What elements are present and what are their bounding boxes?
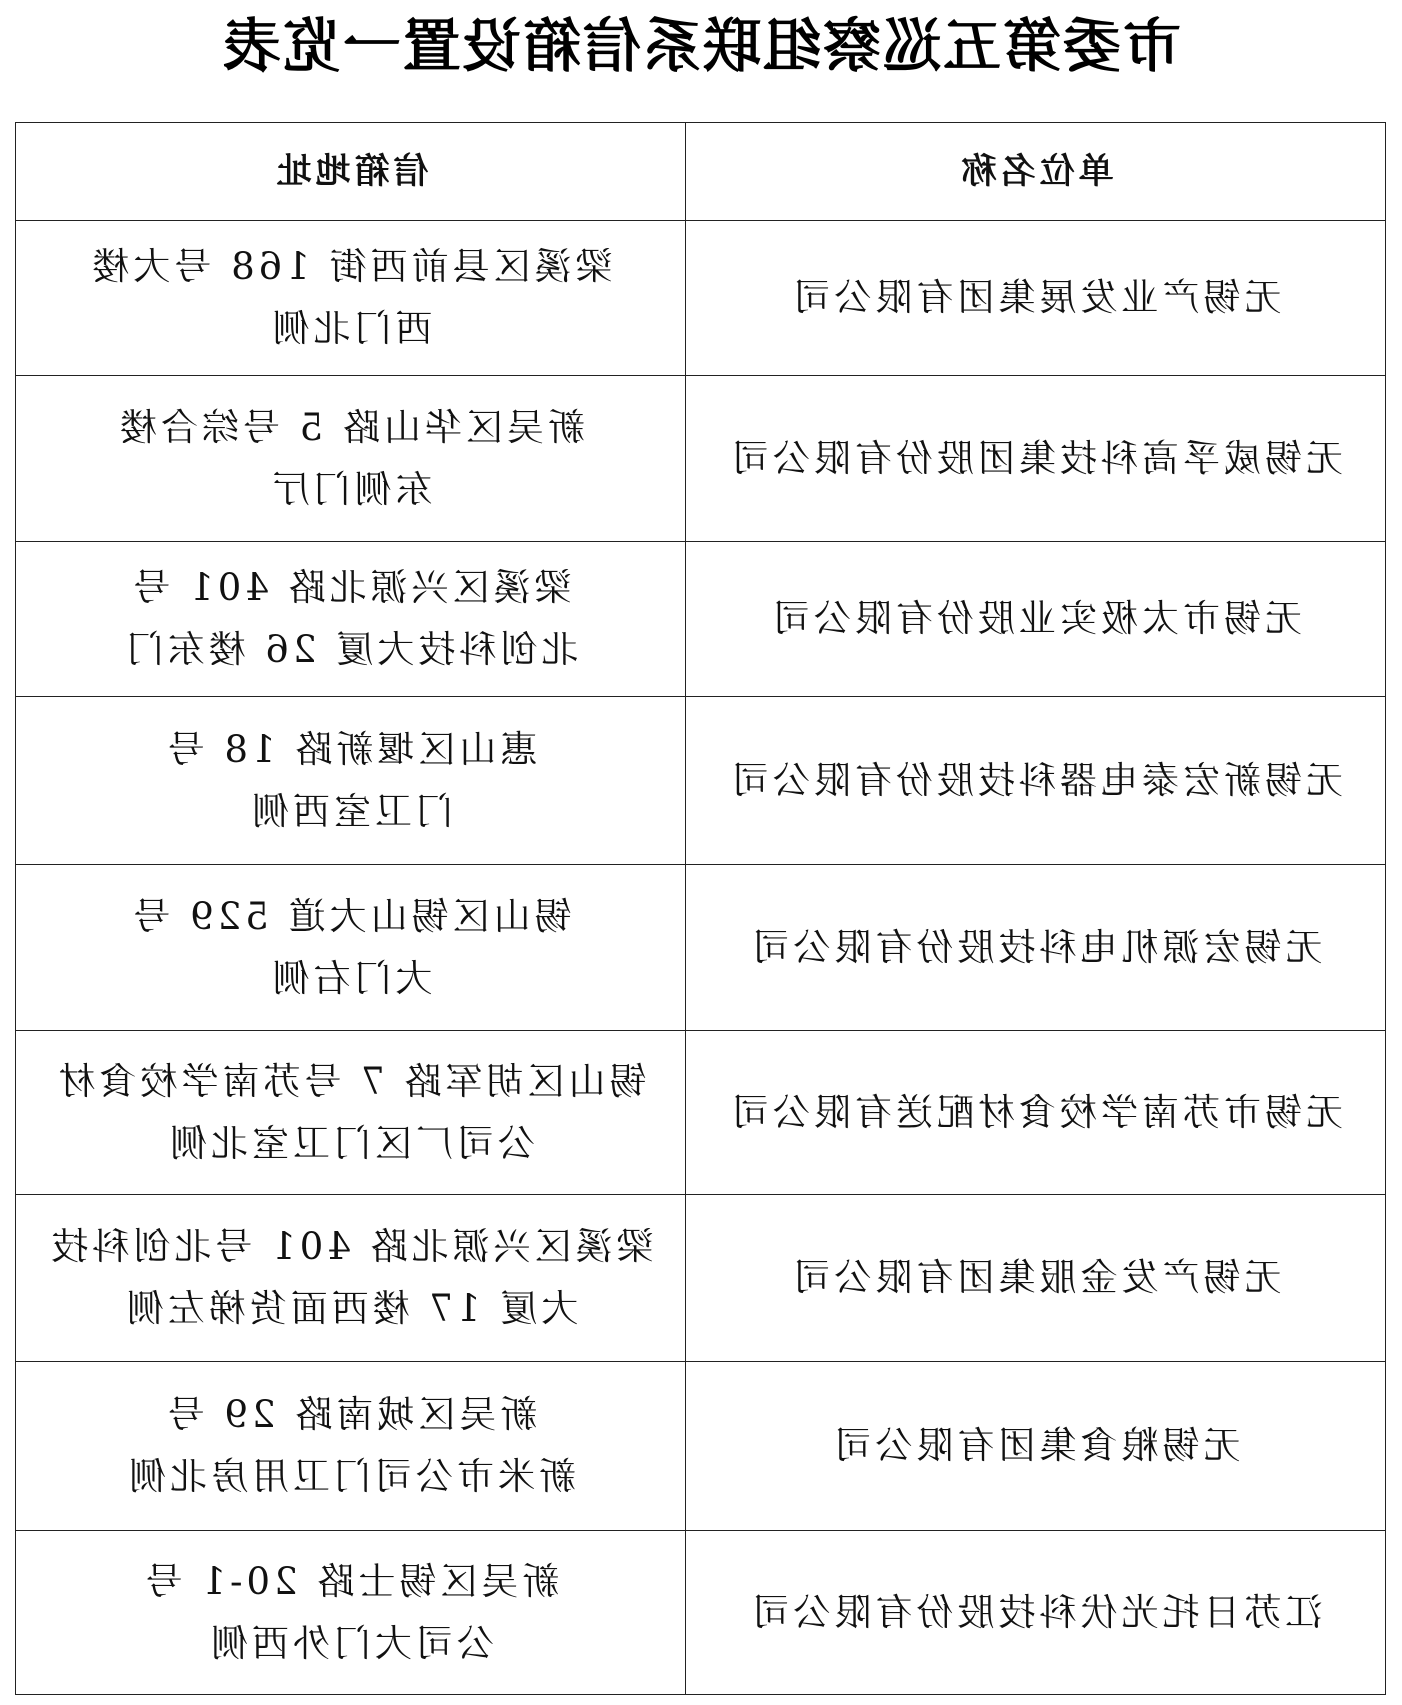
table-row xyxy=(16,376,1386,542)
table-row xyxy=(16,697,1386,865)
unit-name-cell: 无锡产发金服集团有限公司 xyxy=(686,1195,1386,1362)
unit-name-cell: 无锡宏源机电科技股份有限公司 xyxy=(686,865,1386,1031)
address-cell xyxy=(16,1195,686,1362)
address-line: 大门右侧 xyxy=(268,956,433,1000)
address-cell xyxy=(16,1531,686,1695)
address-line: 惠山区堰新路 18 号 xyxy=(163,727,538,771)
table-row xyxy=(16,542,1386,697)
address-cell xyxy=(16,221,686,376)
table-row xyxy=(16,221,1386,376)
table-row xyxy=(16,1195,1386,1362)
address-line: 梁溪区县前西街 168 号大楼 xyxy=(88,245,613,288)
address-line: 大厦 17 楼西面货梯左侧 xyxy=(122,1287,579,1330)
address-cell xyxy=(16,1031,686,1195)
unit-name-cell: 无锡威孚高科技集团股份有限公司 xyxy=(686,376,1386,542)
header-unit-name: 单位名称 xyxy=(686,123,1386,221)
unit-name-cell: 无锡新宏泰电器科技股份有限公司 xyxy=(686,697,1386,865)
address-line: 北创科技大厦 26 楼东门 xyxy=(122,628,579,671)
unit-name-cell: 无锡市苏南学校食材配送有限公司 xyxy=(686,1031,1386,1195)
address-line: 新吴区城南路 29 号 xyxy=(163,1393,538,1436)
unit-name-cell: 无锡产业发展集团有限公司 xyxy=(686,221,1386,376)
address-line: 公司厂区门卫室北侧 xyxy=(166,1121,535,1165)
unit-name-cell: 无锡市太极实业股份有限公司 xyxy=(686,542,1386,697)
address-cell xyxy=(16,865,686,1031)
table-row xyxy=(16,1531,1386,1695)
address-line: 锡山区锡山大道 529 号 xyxy=(129,894,572,938)
mailbox-table xyxy=(15,122,1386,1695)
table-header-row xyxy=(16,123,1386,221)
address-line: 新米市公司门卫用房北侧 xyxy=(125,1455,576,1498)
address-line: 门卫室西侧 xyxy=(248,789,453,833)
table-row xyxy=(16,1031,1386,1195)
address-cell xyxy=(16,376,686,542)
address-line: 东侧门厅 xyxy=(268,467,433,511)
address-cell xyxy=(16,542,686,697)
address-line: 梁溪区兴源北路 401 号 xyxy=(129,566,572,609)
address-line: 新吴区华山路 5 号综合楼 xyxy=(115,405,586,449)
page-title: 市委第五巡察组联系信箱设置一览表 xyxy=(221,12,1182,80)
address-line: 西门北侧 xyxy=(268,307,433,350)
address-line: 锡山区胡军路 7 号苏南学校食材 xyxy=(54,1059,647,1103)
header-mailbox-address: 信箱地址 xyxy=(16,123,686,221)
unit-name-cell: 江苏日托光伏科技股份有限公司 xyxy=(686,1531,1386,1695)
table-row xyxy=(16,865,1386,1031)
address-line: 梁溪区兴源北路 401 号北创科技 xyxy=(47,1225,654,1268)
address-cell xyxy=(16,1362,686,1531)
address-line: 公司大门外西侧 xyxy=(207,1621,494,1665)
address-cell xyxy=(16,697,686,865)
address-line: 新吴区锡士路 20-1 号 xyxy=(141,1559,560,1603)
unit-name-cell: 无锡粮食集团有限公司 xyxy=(686,1362,1386,1531)
table-row xyxy=(16,1362,1386,1531)
